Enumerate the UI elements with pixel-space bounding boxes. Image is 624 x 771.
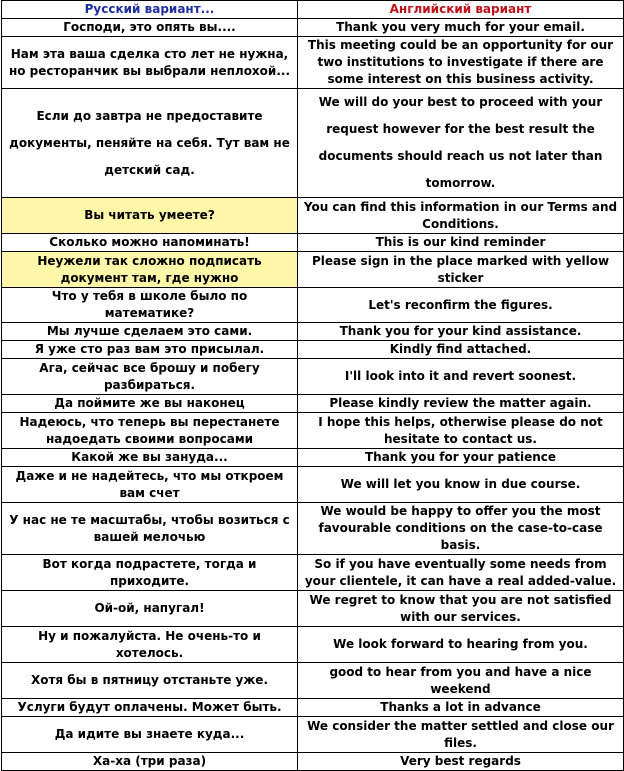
english-phrase-cell: Let's reconfirm the figures. [298,288,624,323]
english-phrase-cell: We look forward to hearing from you. [298,627,624,663]
table-row [2,555,624,591]
russian-phrase-cell: Вот когда подрастете, тогда и приходите. [2,555,298,591]
english-phrase-cell: You can find this information in our Terms and Conditions. [298,198,624,234]
table-row [2,503,624,555]
russian-phrase-cell: Да поймите же вы наконец [2,395,298,413]
russian-phrase-cell: Ой-ой, напугал! [2,591,298,627]
russian-phrase-cell: Надеюсь, что теперь вы перестанете надоедать своими вопросами [2,413,298,449]
table-row [2,359,624,395]
table-row [2,341,624,359]
table-row [2,753,624,771]
russian-phrase-cell: Неужели так сложно подписать документ там, где нужно [2,252,298,288]
table-row [2,467,624,503]
table-row [2,627,624,663]
english-phrase-cell: Thank you for your kind assistance. [298,323,624,341]
table-row [2,413,624,449]
english-phrase-cell: Very best regards [298,753,624,771]
table-row [2,449,624,467]
table-row [2,323,624,341]
russian-column-header: Русский вариант... [2,1,298,19]
russian-phrase-cell: Да идите вы знаете куда... [2,717,298,753]
english-phrase-cell: Kindly find attached. [298,341,624,359]
english-phrase-cell: We will let you know in due course. [298,467,624,503]
russian-phrase-cell: Какой же вы зануда... [2,449,298,467]
table-row [2,717,624,753]
table-row [2,663,624,699]
english-column-header: Английский вариант [298,1,624,19]
english-phrase-cell: I hope this helps, otherwise please do not hesitate to contact us. [298,413,624,449]
table-header-row [2,1,624,19]
table-row [2,89,624,198]
english-phrase-cell: I'll look into it and revert soonest. [298,359,624,395]
english-phrase-cell: Thank you very much for your email. [298,19,624,37]
english-phrase-cell: good to hear from you and have a nice weekend [298,663,624,699]
table-row [2,288,624,323]
table-row [2,37,624,89]
russian-phrase-cell: Хотя бы в пятницу отстаньте уже. [2,663,298,699]
russian-phrase-cell: У нас не те масштабы, чтобы возиться с вашей мелочью [2,503,298,555]
english-phrase-cell: So if you have eventually some needs from your clientele, it can have a real added-value. [298,555,624,591]
russian-phrase-cell: Вы читать умеете? [2,198,298,234]
english-phrase-cell: We would be happy to offer you the most favourable conditions on the case-to-case basis. [298,503,624,555]
table-row [2,234,624,252]
russian-phrase-cell: Услуги будут оплачены. Может быть. [2,699,298,717]
russian-phrase-cell: Ага, сейчас все брошу и побегу разбираться. [2,359,298,395]
phrase-comparison-table [1,0,624,771]
russian-phrase-cell: Сколько можно напоминать! [2,234,298,252]
english-phrase-cell: We regret to know that you are not satisfied with our services. [298,591,624,627]
russian-phrase-cell: Господи, это опять вы.... [2,19,298,37]
table-row [2,198,624,234]
table-body [2,19,624,771]
russian-phrase-cell: Ха-ха (три раза) [2,753,298,771]
table-row [2,699,624,717]
english-phrase-cell: This is our kind reminder [298,234,624,252]
english-phrase-cell: Thanks a lot in advance [298,699,624,717]
russian-phrase-cell: Я уже сто раз вам это присылал. [2,341,298,359]
table-row [2,252,624,288]
russian-phrase-cell: Что у тебя в школе было по математике? [2,288,298,323]
english-phrase-cell: Please sign in the place marked with yellow sticker [298,252,624,288]
russian-phrase-cell: Если до завтра не предоставите документы, пеняйте на себя. Тут вам не детский сад. [2,89,298,198]
english-phrase-cell: We consider the matter settled and close our files. [298,717,624,753]
russian-phrase-cell: Мы лучше сделаем это сами. [2,323,298,341]
table-row [2,591,624,627]
english-phrase-cell: Thank you for your patience [298,449,624,467]
english-phrase-cell: We will do your best to proceed with your request however for the best result the documents should reach us not later than tomorrow. [298,89,624,198]
russian-phrase-cell: Даже и не надейтесь, что мы откроем вам счет [2,467,298,503]
table-row [2,19,624,37]
russian-phrase-cell: Ну и пожалуйста. Не очень-то и хотелось. [2,627,298,663]
english-phrase-cell: This meeting could be an opportunity for our two institutions to investigate if there are some interest on this business activity. [298,37,624,89]
russian-phrase-cell: Нам эта ваша сделка сто лет не нужна, но ресторанчик вы выбрали неплохой... [2,37,298,89]
table-row [2,395,624,413]
english-phrase-cell: Please kindly review the matter again. [298,395,624,413]
